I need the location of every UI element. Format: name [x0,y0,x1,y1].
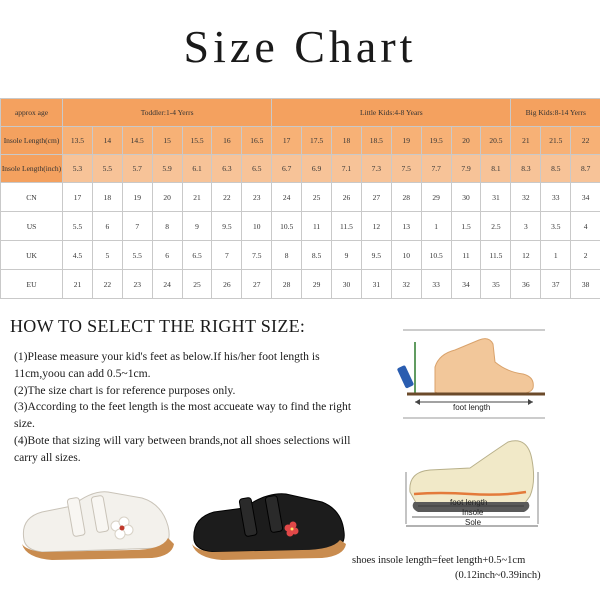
table-cell: 16.5 [242,127,272,155]
howto-steps [14,349,364,467]
table-cell: 25 [182,270,212,299]
table-cell: 3 [511,212,541,241]
table-cell: 23 [242,183,272,212]
table-cell: 7.9 [451,155,481,183]
table-cell: 8.3 [511,155,541,183]
table-cell: 8.5 [541,155,571,183]
table-cell: 10.5 [421,241,451,270]
table-cell: 6.1 [182,155,212,183]
table-cell: 5.9 [152,155,182,183]
row-label: UK [1,241,63,270]
table-cell: 13.5 [63,127,93,155]
insole-formula: shoes insole length=feet length+0.5~1cm [352,555,526,566]
little-kids-group-header: Little Kids:4-8 Years [272,99,511,127]
table-cell: 18 [92,183,122,212]
table-cell: 6.5 [242,155,272,183]
table-cell: 19.5 [421,127,451,155]
table-cell: 15 [152,127,182,155]
table-cell: 17 [272,127,302,155]
table-cell: 29 [302,270,332,299]
table-row [1,155,600,183]
table-cell: 1 [421,212,451,241]
table-cell: 6.3 [212,155,242,183]
row-label: Insole Length(cm) [1,127,63,155]
table-cell: 21 [182,183,212,212]
table-cell: 6 [152,241,182,270]
table-row [1,183,600,212]
table-cell: 27 [361,183,391,212]
table-cell: 11 [302,212,332,241]
table-cell: 31 [481,183,511,212]
table-cell: 6.7 [272,155,302,183]
table-cell: 1.5 [451,212,481,241]
table-cell: 32 [511,183,541,212]
size-table-body [1,127,600,299]
table-cell: 4 [571,212,600,241]
table-cell: 30 [451,183,481,212]
table-cell: 32 [391,270,421,299]
table-cell: 17 [63,183,93,212]
shoe-foot-length-label: foot length [450,498,488,507]
size-chart-table [0,98,600,299]
big-kids-group-header: Big Kids:8-14 Yerrs [511,99,600,127]
table-cell: 14 [92,127,122,155]
table-cell: 21.5 [541,127,571,155]
table-row [1,127,600,155]
table-cell: 23 [122,270,152,299]
page-title: Size Chart [183,21,417,72]
table-cell: 35 [481,270,511,299]
howto-step: (3)According to the feet length is the most accueate way to find the right size. [14,400,352,431]
table-cell: 21 [63,270,93,299]
table-cell: 7 [122,212,152,241]
table-cell: 34 [571,183,600,212]
table-cell: 1 [541,241,571,270]
table-cell: 11 [451,241,481,270]
table-cell: 10.5 [272,212,302,241]
table-cell: 8 [152,212,182,241]
howto-step: (4)Bote that sizing will vary between brands,not all shoes selections will carry all sizes. [14,433,351,464]
table-cell: 14.5 [122,127,152,155]
table-cell: 24 [152,270,182,299]
table-cell: 30 [332,270,362,299]
table-row [1,270,600,299]
table-cell: 21 [511,127,541,155]
table-cell: 5 [92,241,122,270]
table-cell: 9 [332,241,362,270]
table-cell: 9.5 [361,241,391,270]
table-cell: 5.5 [122,241,152,270]
table-cell: 28 [272,270,302,299]
howto-heading: HOW TO SELECT THE RIGHT SIZE: [10,316,306,336]
table-cell: 11.5 [332,212,362,241]
table-cell: 12 [511,241,541,270]
table-cell: 22 [92,270,122,299]
table-cell: 5.3 [63,155,93,183]
table-cell: 27 [242,270,272,299]
table-cell: 9.5 [212,212,242,241]
table-cell: 6 [92,212,122,241]
table-cell: 19 [391,127,421,155]
table-cell: 7.3 [361,155,391,183]
age-group-header-row [1,99,600,127]
white-shoe-image [12,478,192,568]
table-cell: 20.5 [481,127,511,155]
table-cell: 13 [391,212,421,241]
table-cell: 12 [361,212,391,241]
table-cell: 26 [212,270,242,299]
table-cell: 20 [152,183,182,212]
table-cell: 33 [541,183,571,212]
table-cell: 24 [272,183,302,212]
table-row [1,212,600,241]
row-label: Insole Length(inch) [1,155,63,183]
table-cell: 10 [391,241,421,270]
insole-formula-inch: (0.12inch~0.39inch) [455,570,541,581]
table-cell: 20 [451,127,481,155]
table-cell: 2.5 [481,212,511,241]
table-cell: 4.5 [63,241,93,270]
row-label: US [1,212,63,241]
howto-step: (1)Please measure your kid's feet as below.If his/her foot length is 11cm,yoou can add 0.5~1cm. [14,350,320,380]
table-cell: 17.5 [302,127,332,155]
table-cell: 16 [212,127,242,155]
table-cell: 5.7 [122,155,152,183]
table-cell: 7.5 [242,241,272,270]
black-shoe-image [182,482,360,568]
table-cell: 6.5 [182,241,212,270]
table-cell: 7.7 [421,155,451,183]
table-cell: 18 [332,127,362,155]
table-cell: 10 [242,212,272,241]
table-cell: 26 [332,183,362,212]
table-cell: 7 [212,241,242,270]
insole-label: Insole [462,508,484,517]
table-cell: 5.5 [92,155,122,183]
table-cell: 37 [541,270,571,299]
table-cell: 8 [272,241,302,270]
table-cell: 2 [571,241,600,270]
table-cell: 18.5 [361,127,391,155]
shoe-section-diagram [400,432,550,532]
table-cell: 15.5 [182,127,212,155]
pen-icon [397,365,414,389]
table-cell: 7.5 [391,155,421,183]
table-cell: 8.7 [571,155,600,183]
table-cell: 3.5 [541,212,571,241]
table-cell: 22 [212,183,242,212]
sole-label: Sole [465,518,482,527]
table-cell: 9 [182,212,212,241]
table-cell: 5.5 [63,212,93,241]
table-cell: 33 [421,270,451,299]
row-label: CN [1,183,63,212]
row-label: EU [1,270,63,299]
foot-length-label: foot length [453,403,491,412]
approx-age-label: approx age [1,99,63,127]
toddler-group-header: Toddler:1-4 Yerrs [63,99,272,127]
table-cell: 8.1 [481,155,511,183]
foot-icon [435,339,533,394]
table-cell: 28 [391,183,421,212]
table-cell: 6.9 [302,155,332,183]
table-row [1,241,600,270]
table-cell: 31 [361,270,391,299]
table-cell: 11.5 [481,241,511,270]
table-cell: 34 [451,270,481,299]
table-cell: 8.5 [302,241,332,270]
table-cell: 19 [122,183,152,212]
table-cell: 22 [571,127,600,155]
table-cell: 29 [421,183,451,212]
table-cell: 36 [511,270,541,299]
table-cell: 38 [571,270,600,299]
table-cell: 7.1 [332,155,362,183]
table-cell: 25 [302,183,332,212]
howto-step: (2)The size chart is for reference purposes only. [14,383,236,397]
